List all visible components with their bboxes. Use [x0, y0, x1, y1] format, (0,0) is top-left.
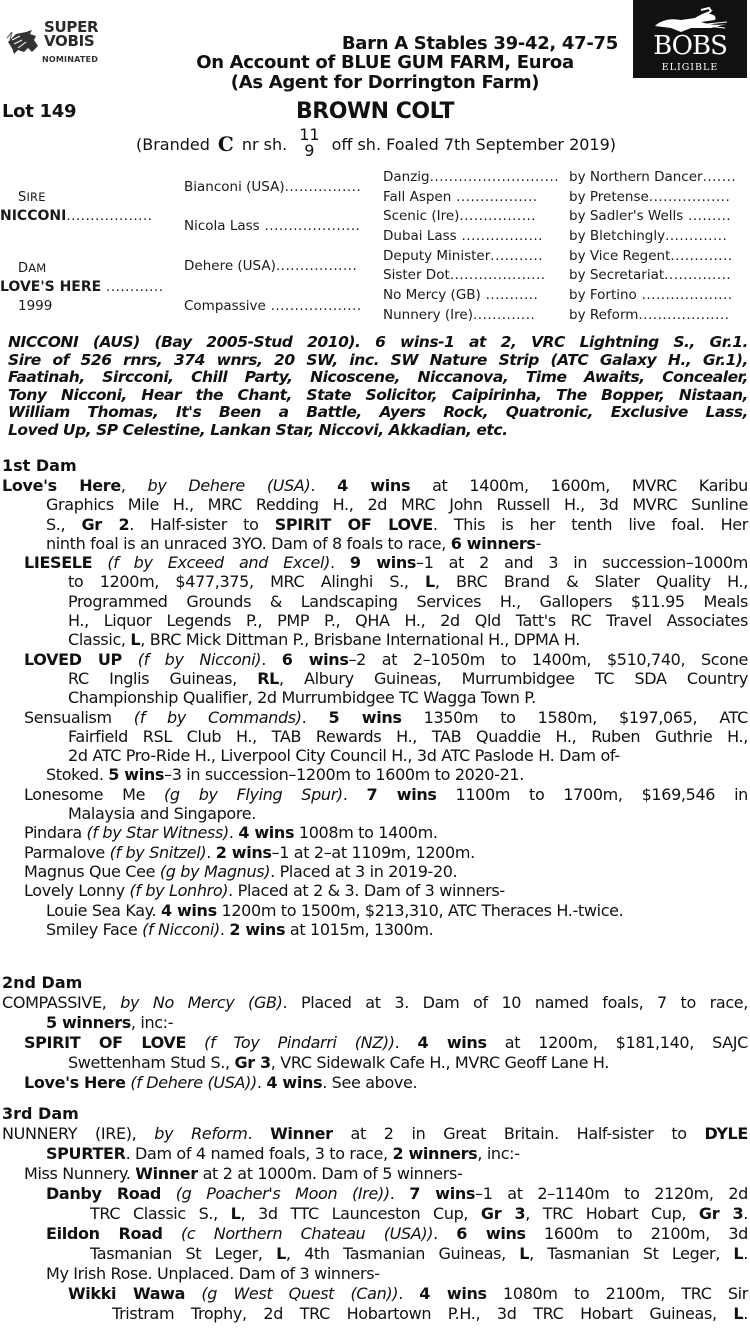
pedigree-text-line: Love's Here, by Dehere (USA). 4 wins at 1400m, 1600m, MVRC Karibu: [2, 476, 748, 495]
pedigree-text-line: LIESELE (f by Exceed and Excel). 9 wins–1 at 2 and 3 in succession–1000m: [24, 553, 748, 573]
pedigree-text-line: Lovely Lonny (f by Lonhro). Placed at 2 & 3. Dam of 3 winners-: [24, 881, 505, 901]
pedigree-text-line: My Irish Rose. Unplaced. Dam of 3 winners-: [46, 1264, 380, 1283]
first-dam-heading: 1st Dam: [2, 456, 77, 475]
pedigree-gen3-2: Fall Aspen .................: [383, 189, 538, 205]
pedigree-gen3-7: No Mercy (GB) ...........: [383, 287, 539, 303]
pedigree-text-line: to 1200m, $477,375, MRC Alinghi S., L, BRC Brand & Slater Quality H.,: [68, 572, 748, 592]
pedigree-text-line: S., Gr 2. Half-sister to SPIRIT OF LOVE. This is her tenth live foal. Her: [46, 514, 748, 534]
pedigree-gen2-sire-dam: Nicola Lass ....................: [184, 218, 361, 234]
lot-number: Lot 149: [2, 101, 77, 122]
third-dam-body: [2, 1124, 748, 1324]
pedigree-gen3-8: Nunnery (Ire).............: [383, 307, 536, 323]
pedigree-gen3-5: Deputy Minister...........: [383, 248, 544, 264]
vendor-account: On Account of BLUE GUM FARM, Euroa: [196, 52, 574, 73]
pedigree-text-line: Programmed Grounds & Landscaping Services H., Gallopers $11.95 Meals: [68, 591, 748, 611]
pedigree-text-line: Eildon Road (c Northern Chateau (USA)). 6 wins 1600m to 2100m, 3d: [46, 1224, 748, 1243]
pedigree-gen2-sire-sire: Bianconi (USA)................: [184, 179, 362, 195]
pedigree-text-line: LOVED UP (f by Nicconi). 6 wins–2 at 2–1050m to 1400m, $510,740, Scone: [24, 649, 748, 669]
bobs-eligible-logo: [633, 0, 747, 78]
pedigree-text-line: SPURTER. Dam of 4 named foals, 3 to race, 2 winners, inc:-: [46, 1144, 520, 1163]
pedigree-text-line: RC Inglis Guineas, RL, Albury Guineas, Murrumbidgee TC SDA Country: [68, 668, 748, 688]
eligible-badge: ELIGIBLE: [661, 62, 719, 73]
pedigree-gen4-2: by Pretense.................: [569, 189, 731, 205]
pedigree-text-line: Wikki Wawa (g West Quest (Can)). 4 wins 1080m to 2100m, TRC Sir: [68, 1284, 748, 1303]
brand-number-fraction: 11 9: [299, 125, 320, 160]
pedigree-text-line: Malaysia and Singapore.: [68, 804, 256, 824]
super-vobis-logo: [4, 18, 116, 68]
pedigree-text-line: Stoked. 5 wins–3 in succession–1200m to 1600m to 2020-21.: [46, 765, 524, 785]
pedigree-text-line: Graphics Mile H., MRC Redding H., 2d MRC John Russell H., 3d MVRC Sunline: [46, 495, 748, 515]
pedigree-gen3-1: Danzig...........................: [383, 169, 560, 185]
pedigree-text-line: Smiley Face (f Nicconi). 2 wins at 1015m, 1300m.: [46, 919, 434, 939]
stable-location: Barn A Stables 39-42, 47-75: [341, 33, 618, 54]
pedigree-text-line: NUNNERY (IRE), by Reform. Winner at 2 in Great Britain. Half-sister to DYLE: [2, 1124, 748, 1143]
pedigree-gen4-4: by Bletchingly.............: [569, 228, 728, 244]
pedigree-text-line: Love's Here (f Dehere (USA)). 4 wins. See above.: [24, 1073, 418, 1092]
dam-label: DAM: [18, 261, 47, 276]
pedigree-gen4-5: by Vice Regent.............: [569, 248, 733, 264]
pedigree-text-line: Tristram Trophy, 2d TRC Hobartown P.H., 3d TRC Hobart Guineas, L.: [112, 1304, 748, 1323]
second-dam-heading: 2nd Dam: [2, 973, 83, 992]
pedigree-text-line: Lonesome Me (g by Flying Spur). 7 wins 1100m to 1700m, $169,546 in: [24, 784, 748, 804]
pedigree-gen4-3: by Sadler's Wells .........: [569, 208, 732, 224]
second-dam-body: [2, 993, 748, 1093]
pedigree-gen3-6: Sister Dot....................: [383, 267, 546, 283]
pedigree-gen2-dam-dam: Compassive ...................: [184, 298, 362, 314]
pedigree-text-line: Louie Sea Kay. 4 wins 1200m to 1500m, $213,310, ATC Theraces H.-twice.: [46, 900, 624, 920]
pedigree-text-line: Magnus Que Cee (g by Magnus). Placed at 3 in 2019-20.: [24, 861, 458, 881]
pedigree-text-line: COMPASSIVE, by No Mercy (GB). Placed at 3. Dam of 10 named foals, 7 to race,: [2, 993, 748, 1012]
brand-mark-icon: C: [217, 132, 234, 156]
super-vobis-wordmark: SUPER VOBIS: [44, 18, 99, 50]
pedigree-text-line: Classic, L, BRC Mick Dittman P., Brisbane International H., DPMA H.: [68, 630, 580, 650]
pedigree-gen4-7: by Fortino ...................: [569, 287, 733, 303]
lot-title: BROWN COLT: [296, 99, 454, 124]
pedigree-gen3-3: Scenic (Ire)................: [383, 208, 537, 224]
pedigree-gen2-dam-sire: Dehere (USA).................: [184, 258, 358, 274]
pedigree-text-line: Sensualism (f by Commands). 5 wins 1350m to 1580m, $197,065, ATC: [24, 707, 748, 727]
pedigree-text-line: Parmalove (f by Snitzel). 2 wins–1 at 2–at 1109m, 1200m.: [24, 842, 475, 862]
pedigree-text-line: Fairfield RSL Club H., TAB Rewards H., TAB Quaddie H., Ruben Guthrie H.,: [68, 726, 748, 746]
pedigree-text-line: Danby Road (g Poacher's Moon (Ire)). 7 wins–1 at 2–1140m to 2120m, 2d: [46, 1184, 748, 1203]
brand-description: (Branded C nr sh. 11 9 off sh. Foaled 7th September 2019): [136, 125, 617, 160]
pedigree-text-line: Miss Nunnery. Winner at 2 at 1000m. Dam of 5 winners-: [24, 1164, 463, 1183]
pedigree-text-line: Championship Qualifier, 2d Murrumbidgee TC Wagga Town P.: [68, 688, 536, 708]
pedigree-text-line: Pindara (f by Star Witness). 4 wins 1008m to 1400m.: [24, 823, 438, 843]
first-dam-body: [2, 476, 748, 939]
pedigree-gen3-4: Dubai Lass .................: [383, 228, 543, 244]
sire-label: SIRE: [18, 190, 46, 205]
pedigree-gen4-8: by Reform...................: [569, 307, 730, 323]
nominated-badge: NOMINATED: [42, 55, 99, 64]
horse-head-icon: [6, 28, 42, 56]
pedigree-gen4-1: by Northern Dancer.......: [569, 169, 737, 185]
dam-name: LOVE'S HERE ............: [0, 279, 164, 295]
pedigree-text-line: TRC Classic S., L, 3d TTC Launceston Cup, Gr 3, TRC Hobart Cup, Gr 3.: [90, 1204, 749, 1223]
dam-foaled-year: 1999: [18, 298, 53, 314]
pedigree-text-line: Swettenham Stud S., Gr 3, VRC Sidewalk Cafe H., MVRC Geoff Lane H.: [68, 1053, 609, 1072]
sire-name: NICCONI..................: [0, 208, 153, 224]
sire-summary: NICCONI (AUS) (Bay 2005-Stud 2010). 6 wins-1 at 2, VRC Lightning S., Gr.1. Sire of 526 rnrs, 374 wnrs, 20 SW, inc. SW Nature Strip (ATC Galaxy H., Gr.1), Faatinah, Sircconi, Chill Party, Nicoscene, Niccanova, Time Awaits, Concealer, Tony Nicconi, Hear the Chant, State Solicitor, Caipirinha, The Bopper, Nistaan, William Thomas, It's Been a Battle, Ayers Rock, Quatronic, Exclusive Lass, Loved Up, SP Celestine, Lankan Star, Niccovi, Akkadian, etc.: [8, 333, 748, 439]
pedigree-text-line: ninth foal is an unraced 3YO. Dam of 8 foals to race, 6 winners-: [46, 533, 542, 553]
pedigree-text-line: H., Liquor Legends P., PMP P., QHA H., 2d Qld Tatt's RC Travel Associates: [68, 611, 748, 631]
pedigree-gen4-6: by Secretariat..............: [569, 267, 732, 283]
bobs-wordmark: BOBS: [653, 31, 727, 61]
pedigree-text-line: Tasmanian St Leger, L, 4th Tasmanian Guineas, L, Tasmanian St Leger, L.: [90, 1244, 748, 1263]
pedigree-text-line: SPIRIT OF LOVE (f Toy Pindarri (NZ)). 4 wins at 1200m, $181,140, SAJC: [24, 1033, 748, 1052]
third-dam-heading: 3rd Dam: [2, 1104, 79, 1123]
pedigree-text-line: 5 winners, inc:-: [46, 1013, 174, 1032]
pedigree-text-line: 2d ATC Pro-Ride H., Liverpool City Council H., 3d ATC Paslode H. Dam of-: [68, 746, 620, 766]
vendor-agent: (As Agent for Dorrington Farm): [230, 72, 540, 93]
